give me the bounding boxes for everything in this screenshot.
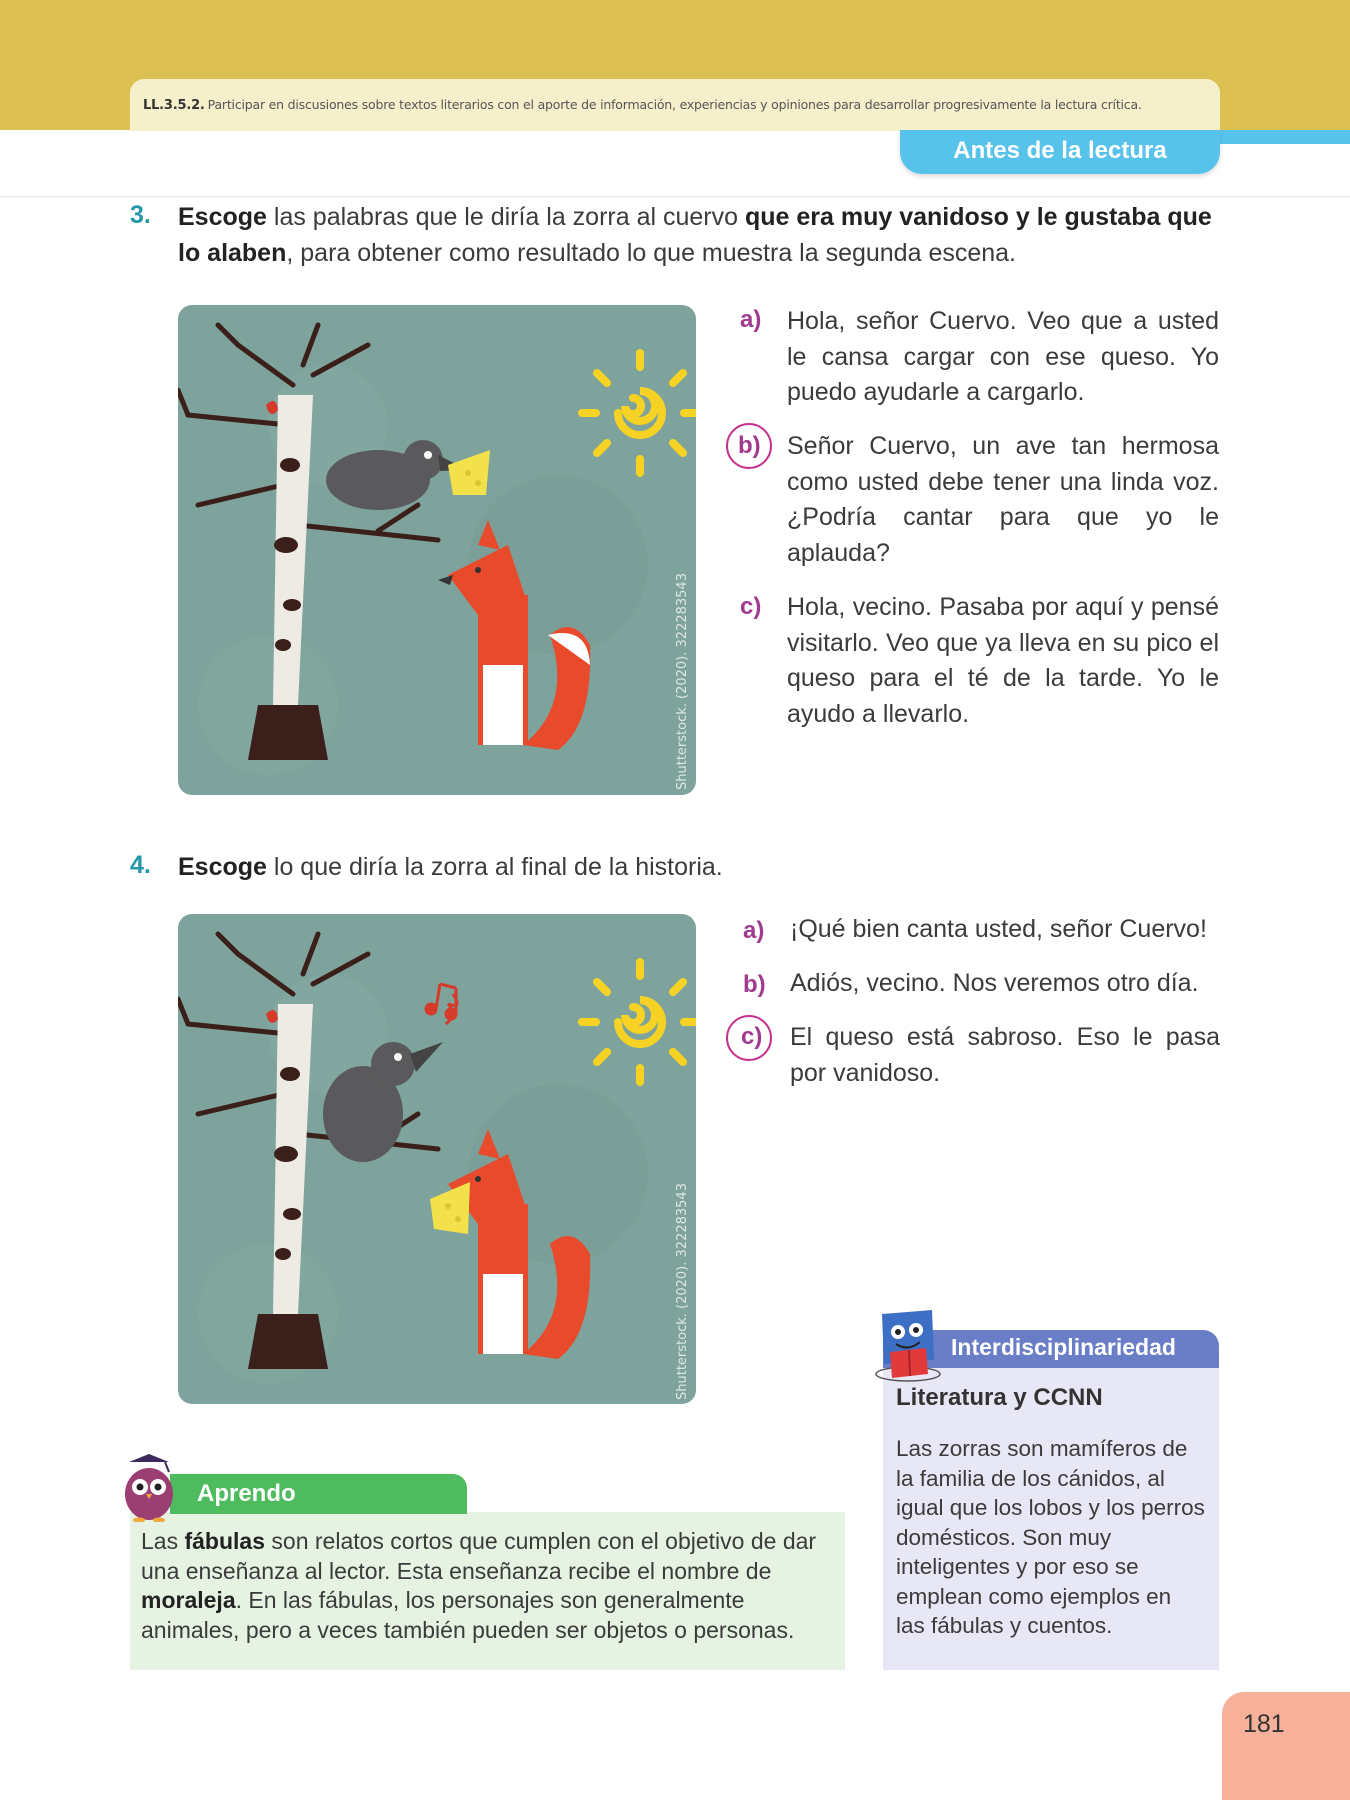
scene-1-illustration (178, 305, 696, 795)
q4-option-b-letter: b) (743, 971, 766, 998)
header-divider (0, 196, 1350, 197)
section-tab-extension (1210, 130, 1350, 144)
question-3-emphasis: que era muy vanidoso y le gustaba que lo alaben (178, 203, 1212, 267)
question-4-verb: Escoge (178, 853, 267, 881)
scene-2-credit: Shutterstock. (2020). 322283543 (675, 1183, 690, 1400)
question-4-number: 4. (130, 851, 151, 879)
aprendo-text-3: . En las fábulas, los personajes son generalmente animales, pero a veces también pueden ser objetos o personas. (141, 1587, 795, 1643)
interdisciplinariedad-text: Las zorras son mamíferos de la familia de los cánidos, al igual que los lobos y los perros domésticos. Son muy inteligentes y por eso se emplean como ejemplos en las fábulas y cuentos. (896, 1436, 1205, 1638)
aprendo-term-fabulas: fábulas (184, 1528, 266, 1554)
section-tab: Antes de la lectura (900, 130, 1220, 174)
question-4-text (178, 849, 1220, 885)
question-3-verb: Escoge (178, 203, 267, 231)
interdisciplinariedad-title: Interdisciplinariedad (951, 1334, 1176, 1360)
q4-option-a-letter: a) (743, 917, 765, 944)
aprendo-title: Aprendo (197, 1480, 296, 1507)
aprendo-text-2: son relatos cortos que cumplen con el objetivo de dar una enseñanza al lector. Esta enseñanza recibe el nombre de (141, 1528, 817, 1584)
skill-statement (143, 97, 1142, 113)
page-number: 181 (1243, 1710, 1285, 1738)
q3-option-c-text[interactable]: Hola, vecino. Pasaba por aquí y pensé visitarlo. Veo que ya lleva en su pico el queso para el té de la tarde. Yo le ayudo a llevarlo. (787, 593, 1219, 728)
question-3-text (178, 199, 1220, 271)
q3-option-a-letter: a) (740, 306, 762, 333)
q4-option-b-text[interactable]: Adiós, vecino. Nos veremos otro día. (790, 969, 1199, 997)
owl-mascot-icon (117, 1452, 181, 1522)
q3-option-c-letter: c) (740, 593, 762, 620)
question-3-text-a: las palabras que le diría la zorra al cuervo (266, 203, 745, 231)
question-4-text-a: lo que diría la zorra al final de la historia. (266, 853, 723, 881)
q4-option-c-text[interactable]: El queso está sabroso. Eso le pasa por vanidoso. (790, 1023, 1220, 1087)
q4-option-a-text[interactable]: ¡Qué bien canta usted, señor Cuervo! (790, 915, 1207, 943)
scene-2-illustration (178, 914, 696, 1404)
q3-option-a-text[interactable]: Hola, señor Cuervo. Veo que a usted le cansa cargar con ese queso. Yo puedo ayudarle a cargarlo. (787, 307, 1219, 406)
aprendo-text-1: Las (141, 1528, 185, 1554)
book-mascot-icon (868, 1308, 948, 1384)
aprendo-term-moraleja: moraleja (141, 1587, 236, 1613)
q3-option-b-letter: b) (738, 432, 761, 459)
q3-option-b-text[interactable]: Señor Cuervo, un ave tan hermosa como usted debe tener una linda voz. ¿Podría cantar para que yo le aplauda? (787, 432, 1219, 567)
q4-option-c-letter: c) (741, 1023, 763, 1050)
skill-code: LL.3.5.2. (143, 98, 205, 113)
interdisciplinariedad-subtitle: Literatura y CCNN (896, 1384, 1103, 1411)
question-3-text-b: , para obtener como resultado lo que muestra la segunda escena. (286, 239, 1017, 267)
skill-description: Participar en discusiones sobre textos literarios con el aporte de información, experiencias y opiniones para desarrollar progresivamente la lectura crítica. (207, 97, 1142, 112)
page-number-tab (1222, 1692, 1350, 1800)
question-3-number: 3. (130, 201, 151, 229)
scene-1-credit: Shutterstock. (2020). 322283543 (675, 573, 690, 790)
aprendo-text (141, 1527, 841, 1645)
